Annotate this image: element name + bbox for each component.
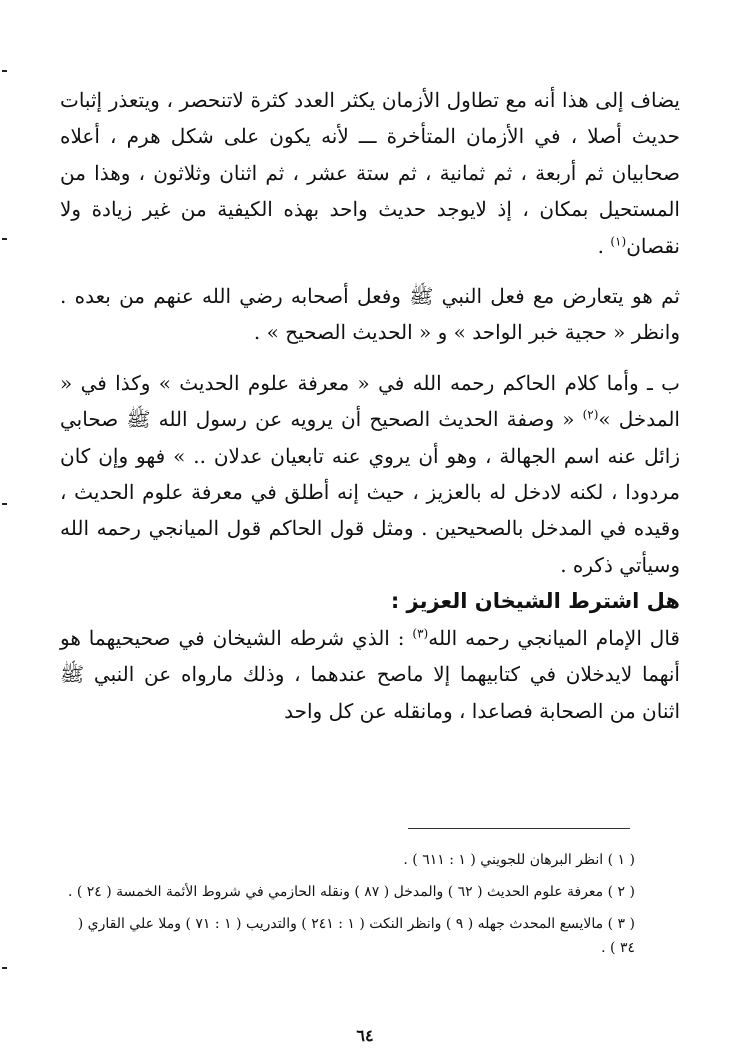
paragraph-2: ثم هو يتعارض مع فعل النبي ﷺ وفعل أصحابه رضي الله عنهم من بعده . وانظر « حجية خبر الواحد » و « الحديث الصحيح » . bbox=[60, 284, 680, 345]
margin-mark bbox=[2, 503, 7, 505]
margin-mark bbox=[2, 70, 7, 72]
paragraph-1 bbox=[60, 82, 680, 264]
footnotes bbox=[60, 848, 635, 968]
paragraph-4-text-a: قال الإمام الميانجي رحمه الله bbox=[428, 625, 680, 650]
paragraph-3-text-a: ب ـ وأما كلام الحاكم رحمه الله في « معرفة علوم الحديث » وكذا في « المدخل » bbox=[60, 370, 680, 432]
margin-mark bbox=[2, 238, 7, 240]
page-number: ٦٤ bbox=[356, 1026, 374, 1045]
footnote-separator bbox=[408, 828, 630, 829]
paragraph-1-text: يضاف إلى هذا أنه مع تطاول الأزمان يكثر العدد كثرة لاتنحصر ، ويتعذر إثبات حديث أصلا ، في الأزمان المتأخرة ـــ لأنه يكون على شكل هرم ، أعلاه صحابيان ثم أربعة ، ثم ثمانية ، ثم ستة عشر ، ثم اثنان وثلاثون ، وهذا من المستحيل بمكان ، إذ لايوجد حديث واحد بهذه الكيفية من غير زيادة ولا نقصان bbox=[60, 88, 680, 258]
section-heading: هل اشترط الشيخان العزيز : bbox=[390, 589, 680, 614]
footnote-ref-1[interactable]: (١) bbox=[610, 233, 627, 248]
paragraph-3 bbox=[60, 365, 680, 583]
footnote-1: ( ١ ) انظر البرهان للجويني ( ١ : ٦١١ ) . bbox=[403, 852, 635, 868]
margin-mark bbox=[2, 967, 7, 969]
paragraph-4 bbox=[60, 620, 680, 729]
footnote-ref-2[interactable]: (٢) bbox=[582, 407, 599, 422]
paragraph-4-text-b: : الذي شرطه الشيخان في صحيحيهما هو أنهما لايدخلان في كتابيهما إلا ماصح عندهما ، وذلك مارواه عن النبي ﷺ اثنان من الصحابة فصاعدا ، ومانقله عن كل واحد bbox=[60, 625, 680, 723]
footnote-3: ( ٣ ) مالايسع المحدث جهله ( ٩ ) وانظر النكت ( ١ : ٢٤١ ) والتدريب ( ١ : ٧١ ) وملا علي القاري ( ٣٤ ) . bbox=[77, 916, 635, 956]
footnote-2: ( ٢ ) معرفة علوم الحديث ( ٦٢ ) والمدخل ( ٨٧ ) ونقله الحازمي في شروط الأئمة الخمسة ( ٢٤ ) . bbox=[67, 884, 635, 900]
footnote-ref-3[interactable]: (٣) bbox=[412, 626, 429, 641]
paragraph-1-end: . bbox=[597, 233, 611, 258]
main-text bbox=[60, 82, 680, 729]
paragraph-3-text-b: « وصفة الحديث الصحيح أن يرويه عن رسول الله ﷺ صحابي زائل عنه اسم الجهالة ، وهو أن يروي عنه تابعيان عدلان .. » فهو وإن كان مردودا ، لكنه لادخل له بالعزيز ، حيث إنه أطلق في معرفة علوم الحديث ، وقيده في المدخل بالصحيحين . ومثل قول الحاكم قول الميانجي رحمه الله وسيأتي ذكره . bbox=[60, 407, 680, 577]
